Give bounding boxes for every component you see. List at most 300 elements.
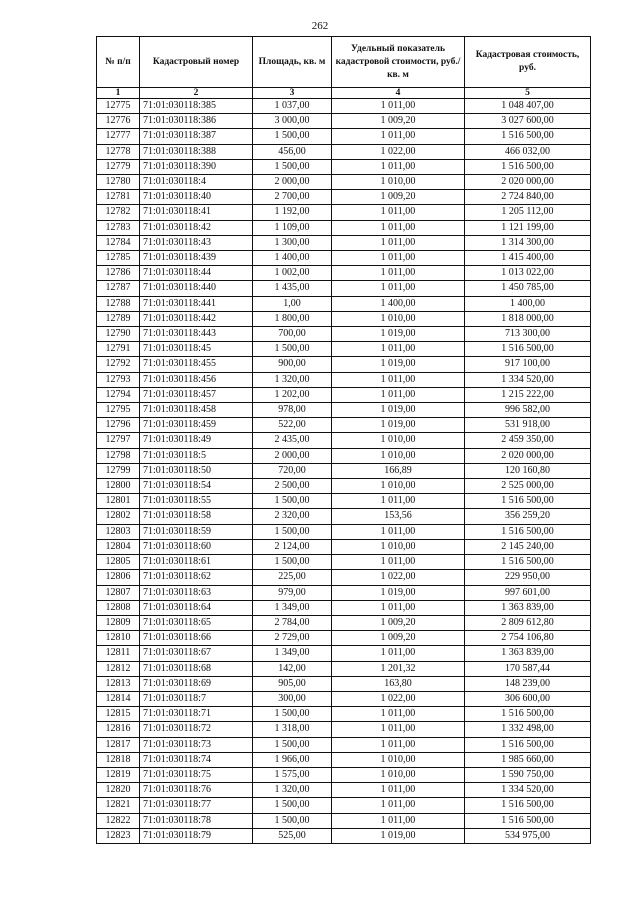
cadastral-number-cell: 71:01:030118:63 (140, 585, 253, 600)
unit-value-cell: 1 009,20 (332, 631, 465, 646)
cadastral-value-cell: 1 332 498,00 (465, 722, 591, 737)
table-row (97, 828, 591, 843)
row-number-cell: 12803 (97, 524, 140, 539)
area-cell: 225,00 (253, 570, 332, 585)
cadastral-number-cell: 71:01:030118:67 (140, 646, 253, 661)
row-number-cell: 12775 (97, 99, 140, 114)
unit-value-cell: 1 011,00 (332, 159, 465, 174)
table-row (97, 159, 591, 174)
area-cell: 1 300,00 (253, 235, 332, 250)
unit-value-cell: 1 011,00 (332, 99, 465, 114)
cadastral-value-cell: 229 950,00 (465, 570, 591, 585)
unit-value-cell: 1 011,00 (332, 372, 465, 387)
cadastral-value-cell: 2 020 000,00 (465, 175, 591, 190)
table-row (97, 448, 591, 463)
area-cell: 1 500,00 (253, 342, 332, 357)
table-row (97, 646, 591, 661)
table-row (97, 372, 591, 387)
unit-value-cell: 1 010,00 (332, 433, 465, 448)
unit-value-cell: 1 011,00 (332, 281, 465, 296)
row-number-cell: 12814 (97, 691, 140, 706)
area-cell: 1 192,00 (253, 205, 332, 220)
cadastral-number-cell: 71:01:030118:456 (140, 372, 253, 387)
table-row (97, 175, 591, 190)
header-row-number: № п/п (97, 37, 140, 88)
table-row (97, 676, 591, 691)
cadastral-number-cell: 71:01:030118:58 (140, 509, 253, 524)
row-number-cell: 12784 (97, 235, 140, 250)
row-number-cell: 12811 (97, 646, 140, 661)
cadastral-number-cell: 71:01:030118:440 (140, 281, 253, 296)
cadastral-value-cell: 356 259,20 (465, 509, 591, 524)
cadastral-value-cell: 1 516 500,00 (465, 342, 591, 357)
unit-value-cell: 1 011,00 (332, 524, 465, 539)
row-number-cell: 12780 (97, 175, 140, 190)
cadastral-number-cell: 71:01:030118:69 (140, 676, 253, 691)
table-row (97, 251, 591, 266)
table-row (97, 600, 591, 615)
row-number-cell: 12782 (97, 205, 140, 220)
unit-value-cell: 1 019,00 (332, 828, 465, 843)
cadastral-value-cell: 1 516 500,00 (465, 129, 591, 144)
area-cell: 142,00 (253, 661, 332, 676)
cadastral-number-cell: 71:01:030118:42 (140, 220, 253, 235)
table-row (97, 463, 591, 478)
unit-value-cell: 1 011,00 (332, 129, 465, 144)
area-cell: 900,00 (253, 357, 332, 372)
row-number-cell: 12794 (97, 387, 140, 402)
unit-value-cell: 1 400,00 (332, 296, 465, 311)
unit-value-cell: 1 019,00 (332, 418, 465, 433)
table-row (97, 403, 591, 418)
cadastral-number-cell: 71:01:030118:74 (140, 752, 253, 767)
table-body (97, 99, 591, 844)
area-cell: 300,00 (253, 691, 332, 706)
header-area: Площадь, кв. м (253, 37, 332, 88)
row-number-cell: 12820 (97, 783, 140, 798)
unit-value-cell: 1 011,00 (332, 266, 465, 281)
table-row (97, 220, 591, 235)
cadastral-number-cell: 71:01:030118:68 (140, 661, 253, 676)
row-number-cell: 12801 (97, 494, 140, 509)
row-number-cell: 12788 (97, 296, 140, 311)
row-number-cell: 12777 (97, 129, 140, 144)
row-number-cell: 12819 (97, 767, 140, 782)
table-row (97, 190, 591, 205)
area-cell: 1 966,00 (253, 752, 332, 767)
table-row (97, 555, 591, 570)
table-row (97, 752, 591, 767)
cadastral-value-cell: 148 239,00 (465, 676, 591, 691)
cadastral-value-cell: 2 754 106,80 (465, 631, 591, 646)
area-cell: 2 700,00 (253, 190, 332, 205)
cadastral-number-cell: 71:01:030118:79 (140, 828, 253, 843)
cadastral-value-cell: 1 516 500,00 (465, 555, 591, 570)
cadastral-number-cell: 71:01:030118:77 (140, 798, 253, 813)
cadastral-number-cell: 71:01:030118:64 (140, 600, 253, 615)
unit-value-cell: 1 201,32 (332, 661, 465, 676)
cadastral-value-cell: 917 100,00 (465, 357, 591, 372)
cadastral-value-cell: 2 724 840,00 (465, 190, 591, 205)
cadastral-number-cell: 71:01:030118:455 (140, 357, 253, 372)
table-row (97, 661, 591, 676)
cadastral-number-cell: 71:01:030118:459 (140, 418, 253, 433)
table-row (97, 722, 591, 737)
area-cell: 1 500,00 (253, 129, 332, 144)
row-number-cell: 12797 (97, 433, 140, 448)
row-number-cell: 12790 (97, 327, 140, 342)
table-row (97, 144, 591, 159)
area-cell: 1 500,00 (253, 524, 332, 539)
area-cell: 1 500,00 (253, 159, 332, 174)
cadastral-value-cell: 170 587,44 (465, 661, 591, 676)
area-cell: 1 500,00 (253, 707, 332, 722)
unit-value-cell: 1 011,00 (332, 387, 465, 402)
unit-value-cell: 1 011,00 (332, 494, 465, 509)
unit-value-cell: 1 010,00 (332, 479, 465, 494)
cadastral-value-table (96, 36, 591, 844)
row-number-cell: 12787 (97, 281, 140, 296)
cadastral-value-cell: 1 415 400,00 (465, 251, 591, 266)
area-cell: 1 500,00 (253, 813, 332, 828)
cadastral-number-cell: 71:01:030118:7 (140, 691, 253, 706)
table-row (97, 509, 591, 524)
area-cell: 2 000,00 (253, 175, 332, 190)
row-number-cell: 12810 (97, 631, 140, 646)
area-cell: 2 000,00 (253, 448, 332, 463)
area-cell: 2 320,00 (253, 509, 332, 524)
area-cell: 456,00 (253, 144, 332, 159)
cadastral-value-cell: 713 300,00 (465, 327, 591, 342)
cadastral-value-cell: 534 975,00 (465, 828, 591, 843)
column-number: 1 (97, 88, 140, 99)
cadastral-number-cell: 71:01:030118:441 (140, 296, 253, 311)
cadastral-value-cell: 1 334 520,00 (465, 783, 591, 798)
unit-value-cell: 1 019,00 (332, 357, 465, 372)
row-number-cell: 12779 (97, 159, 140, 174)
row-number-cell: 12809 (97, 615, 140, 630)
unit-value-cell: 1 011,00 (332, 555, 465, 570)
unit-value-cell: 1 011,00 (332, 342, 465, 357)
table-row (97, 494, 591, 509)
table-row (97, 570, 591, 585)
unit-value-cell: 1 011,00 (332, 205, 465, 220)
cadastral-number-cell: 71:01:030118:44 (140, 266, 253, 281)
cadastral-number-cell: 71:01:030118:388 (140, 144, 253, 159)
unit-value-cell: 1 011,00 (332, 235, 465, 250)
area-cell: 1 500,00 (253, 555, 332, 570)
unit-value-cell: 1 022,00 (332, 570, 465, 585)
table-row (97, 691, 591, 706)
unit-value-cell: 1 010,00 (332, 311, 465, 326)
cadastral-value-cell: 2 809 612,80 (465, 615, 591, 630)
cadastral-value-cell: 1 334 520,00 (465, 372, 591, 387)
row-number-cell: 12798 (97, 448, 140, 463)
row-number-cell: 12818 (97, 752, 140, 767)
cadastral-value-cell: 1 363 839,00 (465, 600, 591, 615)
cadastral-value-cell: 1 516 500,00 (465, 737, 591, 752)
cadastral-value-cell: 2 525 000,00 (465, 479, 591, 494)
area-cell: 2 500,00 (253, 479, 332, 494)
table-header-row (97, 37, 591, 88)
cadastral-value-cell: 2 459 350,00 (465, 433, 591, 448)
cadastral-number-cell: 71:01:030118:49 (140, 433, 253, 448)
unit-value-cell: 1 010,00 (332, 752, 465, 767)
cadastral-value-cell: 306 600,00 (465, 691, 591, 706)
row-number-cell: 12806 (97, 570, 140, 585)
table-row (97, 433, 591, 448)
table-row (97, 235, 591, 250)
unit-value-cell: 1 010,00 (332, 539, 465, 554)
cadastral-number-cell: 71:01:030118:442 (140, 311, 253, 326)
cadastral-number-cell: 71:01:030118:457 (140, 387, 253, 402)
cadastral-value-cell: 1 314 300,00 (465, 235, 591, 250)
row-number-cell: 12816 (97, 722, 140, 737)
area-cell: 1 037,00 (253, 99, 332, 114)
area-cell: 978,00 (253, 403, 332, 418)
cadastral-number-cell: 71:01:030118:54 (140, 479, 253, 494)
unit-value-cell: 1 011,00 (332, 646, 465, 661)
area-cell: 1 800,00 (253, 311, 332, 326)
cadastral-value-cell: 1 516 500,00 (465, 813, 591, 828)
cadastral-number-cell: 71:01:030118:66 (140, 631, 253, 646)
unit-value-cell: 1 019,00 (332, 585, 465, 600)
cadastral-number-cell: 71:01:030118:59 (140, 524, 253, 539)
unit-value-cell: 1 009,20 (332, 114, 465, 129)
row-number-cell: 12785 (97, 251, 140, 266)
area-cell: 1 318,00 (253, 722, 332, 737)
area-cell: 1 349,00 (253, 600, 332, 615)
cadastral-value-cell: 1 516 500,00 (465, 707, 591, 722)
unit-value-cell: 1 022,00 (332, 691, 465, 706)
area-cell: 1 575,00 (253, 767, 332, 782)
cadastral-number-cell: 71:01:030118:72 (140, 722, 253, 737)
unit-value-cell: 1 010,00 (332, 448, 465, 463)
header-unit-value: Удельный показатель кадастровой стоимости, руб./кв. м (332, 37, 465, 88)
area-cell: 1 320,00 (253, 783, 332, 798)
row-number-cell: 12804 (97, 539, 140, 554)
cadastral-number-cell: 71:01:030118:73 (140, 737, 253, 752)
cadastral-number-cell: 71:01:030118:78 (140, 813, 253, 828)
area-cell: 2 729,00 (253, 631, 332, 646)
row-number-cell: 12799 (97, 463, 140, 478)
area-cell: 1 500,00 (253, 494, 332, 509)
cadastral-value-cell: 531 918,00 (465, 418, 591, 433)
table-row (97, 311, 591, 326)
cadastral-number-cell: 71:01:030118:40 (140, 190, 253, 205)
unit-value-cell: 1 010,00 (332, 175, 465, 190)
cadastral-value-cell: 1 013 022,00 (465, 266, 591, 281)
row-number-cell: 12815 (97, 707, 140, 722)
table-row (97, 783, 591, 798)
row-number-cell: 12807 (97, 585, 140, 600)
cadastral-number-cell: 71:01:030118:390 (140, 159, 253, 174)
cadastral-value-cell: 3 027 600,00 (465, 114, 591, 129)
cadastral-value-cell: 996 582,00 (465, 403, 591, 418)
unit-value-cell: 1 011,00 (332, 783, 465, 798)
cadastral-value-cell: 1 121 199,00 (465, 220, 591, 235)
cadastral-number-cell: 71:01:030118:76 (140, 783, 253, 798)
cadastral-value-cell: 1 590 750,00 (465, 767, 591, 782)
table-row (97, 615, 591, 630)
table-row (97, 266, 591, 281)
area-cell: 1 202,00 (253, 387, 332, 402)
table-row (97, 479, 591, 494)
unit-value-cell: 1 022,00 (332, 144, 465, 159)
table-row (97, 798, 591, 813)
row-number-cell: 12800 (97, 479, 140, 494)
cadastral-value-cell: 1 985 660,00 (465, 752, 591, 767)
row-number-cell: 12796 (97, 418, 140, 433)
table-row (97, 327, 591, 342)
row-number-cell: 12802 (97, 509, 140, 524)
table-row (97, 418, 591, 433)
row-number-cell: 12791 (97, 342, 140, 357)
area-cell: 2 784,00 (253, 615, 332, 630)
cadastral-value-cell: 2 145 240,00 (465, 539, 591, 554)
table-row (97, 129, 591, 144)
unit-value-cell: 1 011,00 (332, 600, 465, 615)
cadastral-number-cell: 71:01:030118:386 (140, 114, 253, 129)
cadastral-value-cell: 1 516 500,00 (465, 524, 591, 539)
unit-value-cell: 163,80 (332, 676, 465, 691)
cadastral-value-cell: 2 020 000,00 (465, 448, 591, 463)
cadastral-number-cell: 71:01:030118:443 (140, 327, 253, 342)
area-cell: 1 109,00 (253, 220, 332, 235)
cadastral-number-cell: 71:01:030118:62 (140, 570, 253, 585)
table-row (97, 281, 591, 296)
cadastral-number-cell: 71:01:030118:50 (140, 463, 253, 478)
area-cell: 1 349,00 (253, 646, 332, 661)
row-number-cell: 12786 (97, 266, 140, 281)
header-cadastral-value: Кадастровая стоимость, руб. (465, 37, 591, 88)
row-number-cell: 12823 (97, 828, 140, 843)
row-number-cell: 12808 (97, 600, 140, 615)
row-number-cell: 12812 (97, 661, 140, 676)
area-cell: 1 500,00 (253, 737, 332, 752)
area-cell: 1 435,00 (253, 281, 332, 296)
header-cadastral-number: Кадастровый номер (140, 37, 253, 88)
area-cell: 979,00 (253, 585, 332, 600)
cadastral-value-cell: 1 450 785,00 (465, 281, 591, 296)
cadastral-number-cell: 71:01:030118:385 (140, 99, 253, 114)
row-number-cell: 12822 (97, 813, 140, 828)
area-cell: 2 435,00 (253, 433, 332, 448)
unit-value-cell: 1 011,00 (332, 251, 465, 266)
cadastral-value-cell: 120 160,80 (465, 463, 591, 478)
table-row (97, 539, 591, 554)
cadastral-number-cell: 71:01:030118:439 (140, 251, 253, 266)
unit-value-cell: 1 011,00 (332, 798, 465, 813)
unit-value-cell: 166,89 (332, 463, 465, 478)
cadastral-value-cell: 1 363 839,00 (465, 646, 591, 661)
cadastral-number-cell: 71:01:030118:75 (140, 767, 253, 782)
unit-value-cell: 1 011,00 (332, 707, 465, 722)
cadastral-number-cell: 71:01:030118:4 (140, 175, 253, 190)
cadastral-value-cell: 1 215 222,00 (465, 387, 591, 402)
row-number-cell: 12776 (97, 114, 140, 129)
area-cell: 905,00 (253, 676, 332, 691)
unit-value-cell: 1 011,00 (332, 737, 465, 752)
area-cell: 2 124,00 (253, 539, 332, 554)
row-number-cell: 12778 (97, 144, 140, 159)
area-cell: 3 000,00 (253, 114, 332, 129)
cadastral-number-cell: 71:01:030118:55 (140, 494, 253, 509)
row-number-cell: 12821 (97, 798, 140, 813)
area-cell: 1 500,00 (253, 798, 332, 813)
cadastral-value-cell: 1 818 000,00 (465, 311, 591, 326)
area-cell: 1 400,00 (253, 251, 332, 266)
cadastral-value-cell: 1 516 500,00 (465, 798, 591, 813)
cadastral-value-cell: 1 048 407,00 (465, 99, 591, 114)
table-row (97, 205, 591, 220)
table-row (97, 631, 591, 646)
row-number-cell: 12783 (97, 220, 140, 235)
table-row (97, 357, 591, 372)
table-row (97, 99, 591, 114)
cadastral-number-cell: 71:01:030118:45 (140, 342, 253, 357)
cadastral-number-cell: 71:01:030118:60 (140, 539, 253, 554)
row-number-cell: 12792 (97, 357, 140, 372)
column-number-row (97, 88, 591, 99)
unit-value-cell: 1 009,20 (332, 615, 465, 630)
cadastral-number-cell: 71:01:030118:41 (140, 205, 253, 220)
table-row (97, 114, 591, 129)
unit-value-cell: 1 011,00 (332, 722, 465, 737)
cadastral-value-cell: 466 032,00 (465, 144, 591, 159)
unit-value-cell: 1 019,00 (332, 327, 465, 342)
table-row (97, 387, 591, 402)
unit-value-cell: 153,56 (332, 509, 465, 524)
cadastral-value-cell: 997 601,00 (465, 585, 591, 600)
row-number-cell: 12789 (97, 311, 140, 326)
table-row (97, 737, 591, 752)
cadastral-number-cell: 71:01:030118:71 (140, 707, 253, 722)
unit-value-cell: 1 009,20 (332, 190, 465, 205)
unit-value-cell: 1 011,00 (332, 813, 465, 828)
column-number: 3 (253, 88, 332, 99)
table-row (97, 296, 591, 311)
area-cell: 522,00 (253, 418, 332, 433)
unit-value-cell: 1 011,00 (332, 220, 465, 235)
area-cell: 525,00 (253, 828, 332, 843)
table-row (97, 524, 591, 539)
cadastral-value-cell: 1 516 500,00 (465, 494, 591, 509)
table-row (97, 767, 591, 782)
unit-value-cell: 1 019,00 (332, 403, 465, 418)
area-cell: 1 002,00 (253, 266, 332, 281)
cadastral-value-cell: 1 516 500,00 (465, 159, 591, 174)
row-number-cell: 12793 (97, 372, 140, 387)
column-number: 5 (465, 88, 591, 99)
row-number-cell: 12805 (97, 555, 140, 570)
area-cell: 1,00 (253, 296, 332, 311)
table-row (97, 342, 591, 357)
cadastral-value-cell: 1 400,00 (465, 296, 591, 311)
area-cell: 720,00 (253, 463, 332, 478)
page-number: 262 (311, 20, 329, 32)
row-number-cell: 12813 (97, 676, 140, 691)
area-cell: 700,00 (253, 327, 332, 342)
cadastral-value-cell: 1 205 112,00 (465, 205, 591, 220)
row-number-cell: 12817 (97, 737, 140, 752)
cadastral-number-cell: 71:01:030118:65 (140, 615, 253, 630)
cadastral-number-cell: 71:01:030118:43 (140, 235, 253, 250)
unit-value-cell: 1 010,00 (332, 767, 465, 782)
table-row (97, 585, 591, 600)
table-row (97, 813, 591, 828)
row-number-cell: 12781 (97, 190, 140, 205)
